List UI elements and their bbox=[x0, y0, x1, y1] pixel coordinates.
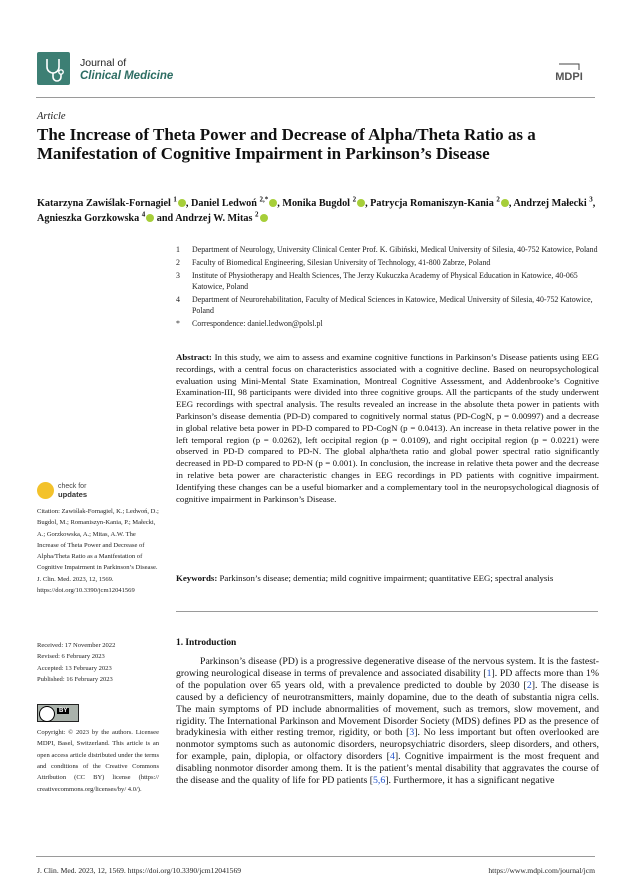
author-affiliation-marker: 3 bbox=[589, 195, 593, 204]
keywords-label: Keywords: bbox=[176, 573, 218, 583]
author-affiliation-marker: 2 bbox=[352, 195, 357, 204]
affiliation-number: 1 bbox=[176, 245, 180, 254]
affiliation-text: Department of Neurology, University Clinical Center Prof. K. Gibiński, Medical University of Silesia, 40-752 Katowice, Poland bbox=[192, 245, 598, 254]
orcid-icon[interactable] bbox=[269, 199, 277, 207]
reference-link[interactable]: 2 bbox=[526, 679, 532, 691]
affiliation-text: Correspondence: daniel.ledwon@polsl.pl bbox=[192, 319, 323, 328]
keywords-rule bbox=[176, 611, 598, 612]
introduction-paragraph bbox=[176, 656, 599, 787]
reference-link[interactable]: 1 bbox=[486, 667, 492, 679]
affiliation-text: Department of Neurorehabilitation, Faculty of Medical Sciences in Katowice, Medical University of Silesia, 40-752 Katowice, Poland bbox=[192, 294, 593, 316]
footer-journal-url[interactable]: https://www.mdpi.com/journal/jcm bbox=[488, 866, 595, 875]
mdpi-logo-icon bbox=[545, 60, 593, 86]
abstract-label: Abstract: bbox=[176, 352, 212, 362]
affiliation-number: 2 bbox=[176, 257, 180, 267]
author-name: Agnieszka Gorzkowska bbox=[37, 213, 142, 224]
intro-text: ]. The disease is caused by a deficiency of neurotransmitters, mainly dopamine, due to the death of substantia nigra cells. The main symptoms of PD include abnormalities of movement, such as tremors, slow movement, and rigidity. The International Parkinson and Movement Disorder Society (MDS) defines PD as the presence of bradykinesia with either resting tremor, rigidity, or both [ bbox=[176, 679, 599, 739]
reference-link[interactable]: 4 bbox=[389, 751, 395, 763]
intro-text: ]. No less important but often overlooked are nonmotor symptoms such as autonomic disorders, neuropsychiatric disorders, sleep disorders, and others, for example, pain, diplopia, or olfactory disorders [ bbox=[176, 727, 600, 763]
date-line: Revised: 6 February 2023 bbox=[37, 653, 105, 661]
author-name: Daniel Ledwoń bbox=[191, 198, 260, 209]
abstract-text: In this study, we aim to assess and examine cognitive functions in Parkinson’s Disease patients using EEG recordings, with a central focus on characteristics associated with a cognitive decline. Based on neuropsychological evaluation using Mini-Mental State Examination, Montreal Cognitive Assessment, and Addenbrooke’s Cognitive Examination-III, 98 participants were divided into three cognitive groups. All the particpants of the study underwent EEG recordings with spectral analysis. The results revealed an increase in the absolute theta power in patients with Parkinson’s disease dementia (PD-D) compared to cognitively normal status (PD-CogN, p = 0.00997) and a decrease in global relative beta power in PD-D compared to PD-CogN (p = 0.0413). An increase in theta relative power in the left temporal region (p = 0.0262), left occipital region (p = 0.0109), and right occipital region (p = 0.0221) were observed in PD-D compared to PD-N. The global alpha/theta ratio and global power spectral ratio significantly decreased in PD-D compared to PD-N (p = 0.001). In conclusion, the increase in relative theta power and the decrease in relative beta power are characteristic changes in EEG recordings in PD patients with cognitive impairment. Identifying these changes can be a useful biomarker and a complementary tool in the neuropsychological diagnosis of cognitive impairment in Parkinson’s Disease. bbox=[176, 352, 599, 504]
affiliation-text: Faculty of Biomedical Engineering, Silesian University of Technology, 41-800 Zabrze, Poland bbox=[192, 257, 491, 267]
author-affiliation-marker: 2,* bbox=[259, 195, 269, 204]
intro-text: ]. Cognitive impairment is the most frequent and disabling nonmotor disorder among them. It is the patient’s mental disability that aggravates the course of the disease and the quality of life for PD patients [ bbox=[176, 751, 599, 787]
cc-by-license-badge[interactable] bbox=[37, 704, 79, 722]
reference-link[interactable]: 3 bbox=[409, 727, 415, 739]
check-for-updates[interactable] bbox=[58, 483, 87, 500]
section-heading-introduction: 1. Introduction bbox=[176, 638, 237, 648]
check-updates-line1: check for bbox=[58, 483, 87, 490]
publisher-name: MDPI bbox=[555, 71, 583, 83]
article-type-label: Article bbox=[37, 111, 66, 122]
affiliation-item bbox=[176, 257, 606, 268]
intro-text: ]. PD affects more than 1% of the population over 65 years old, with a prevalence predicted to double by 2030 [ bbox=[176, 667, 599, 691]
affiliations bbox=[176, 244, 606, 331]
affiliation-item bbox=[176, 318, 606, 329]
orcid-icon[interactable] bbox=[357, 199, 365, 207]
author-name: Andrzej W. Mitas bbox=[175, 213, 255, 224]
author-affiliation-marker: 2 bbox=[496, 195, 500, 204]
keywords bbox=[176, 573, 599, 585]
by-icon: BY bbox=[59, 708, 68, 714]
date-line: Published: 16 February 2023 bbox=[37, 676, 113, 684]
author-affiliation-marker: 4 bbox=[141, 210, 146, 219]
publisher-logo bbox=[545, 60, 593, 86]
cc-icon bbox=[39, 706, 55, 722]
copyright-notice: Copyright: © 2023 by the authors. Licensee MDPI, Basel, Switzerland. This article is an open access article distributed under the terms and conditions of the Creative Commons Attribution (CC BY) license (https:// creativecommons.org/licenses/by/ 4.0/). bbox=[37, 729, 159, 793]
orcid-icon[interactable] bbox=[260, 214, 268, 222]
affiliation-item bbox=[176, 270, 606, 293]
footer-rule bbox=[36, 856, 595, 857]
abstract bbox=[176, 352, 599, 505]
header-rule bbox=[36, 97, 595, 98]
check-for-updates-icon[interactable] bbox=[37, 482, 54, 499]
check-updates-line2: updates bbox=[58, 490, 88, 499]
journal-logo bbox=[37, 52, 70, 85]
affiliation-item bbox=[176, 294, 606, 317]
author-list: Katarzyna Zawiślak-Fornagiel $^1$ , Daniel Ledwoń $^{2,*}$ , Monika Bugdol $^2$ , Patrycja Romaniszyn-Kania $^2$ , Andrzej Małecki $^3$, Agnieszka Gorzkowska $^4$ and Andrzej W. Mitas $^2$ bbox=[37, 195, 596, 224]
affiliation-item bbox=[176, 244, 606, 255]
date-line: Received: 17 November 2022 bbox=[37, 642, 116, 649]
affiliation-number: * bbox=[176, 319, 180, 328]
author-name: Patrycja Romaniszyn-Kania bbox=[370, 198, 497, 209]
reference-link[interactable]: 5,6 bbox=[372, 775, 386, 787]
article-title: The Increase of Theta Power and Decrease of Alpha/Theta Ratio as a Manifestation of Cognitive Impairment in Parkinson’s Disease bbox=[37, 125, 536, 163]
intro-text: ]. Furthermore, it has a significant negative bbox=[385, 775, 555, 787]
orcid-icon[interactable] bbox=[146, 214, 154, 222]
journal-name-line2: Clinical Medicine bbox=[80, 70, 174, 82]
author-affiliation-marker: 1 bbox=[173, 195, 177, 204]
stethoscope-icon bbox=[37, 52, 70, 85]
author-name: Monika Bugdol bbox=[282, 198, 353, 209]
author-name: Andrzej Małecki bbox=[513, 198, 590, 209]
intro-text: Parkinson’s disease (PD) is a progressive degenerative disease of the nervous system. It is the fastest-growing neurological disease in terms of prevalence and associated disability [ bbox=[176, 656, 599, 679]
author-name: Katarzyna Zawiślak-Fornagiel bbox=[37, 198, 174, 209]
footer-citation: J. Clin. Med. 2023, 12, 1569. https://doi.org/10.3390/jcm12041569 bbox=[37, 866, 242, 875]
date-line: Accepted: 13 February 2023 bbox=[37, 664, 112, 672]
affiliation-number: 3 bbox=[176, 270, 180, 280]
affiliation-number: 4 bbox=[176, 294, 180, 304]
keywords-text: Parkinson’s disease; dementia; mild cognitive impairment; quantitative EEG; spectral analysis bbox=[219, 573, 554, 583]
author-affiliation-marker: 2 bbox=[255, 210, 259, 219]
orcid-icon[interactable] bbox=[501, 199, 509, 207]
citation-block: Citation: Zawiślak-Fornagiel, K.; Ledwoń, D.; Bugdol, M.; Romaniszyn-Kania, P.; Małecki, A.; Gorzkowska, A.; Mitas, A.W. The Increase of Theta Power and Decrease of Alpha/Theta Ratio as a Manifestation of Cognitive Impairment in Parkinson’s Disease. J. Clin. Med. 2023, 12, 1569. https://doi.org/10.3390/jcm12041569 bbox=[37, 508, 159, 595]
affiliation-text: Institute of Physiotherapy and Health Sciences, The Jerzy Kukuczka Academy of Physical Education in Katowice, 40-065 Katowice, Poland bbox=[192, 270, 578, 291]
journal-name-line1: Journal of bbox=[80, 57, 127, 69]
orcid-icon[interactable] bbox=[178, 199, 186, 207]
publication-dates bbox=[37, 640, 159, 686]
